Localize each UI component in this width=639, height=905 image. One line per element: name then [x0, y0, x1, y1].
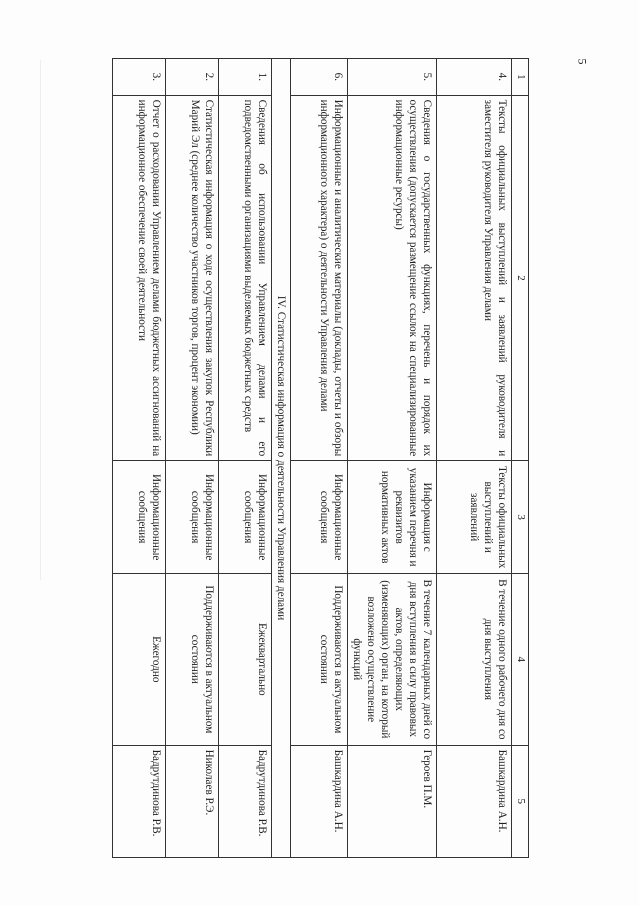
table-row: [113, 59, 166, 858]
row-term: Ежегодно: [113, 574, 166, 746]
row-responsible: Башкардина А.Н.: [291, 745, 348, 857]
header-col-1: 1: [512, 59, 529, 96]
row-number: 1.: [219, 59, 272, 96]
row-type: Информационные сообщения: [219, 461, 272, 574]
row-type: Информационные сообщения: [166, 461, 219, 574]
row-term: Ежеквартально: [219, 574, 272, 746]
table-row: [437, 59, 512, 858]
row-responsible: Николаев Р.Э.: [166, 745, 219, 857]
row-type: Информационные сообщения: [113, 461, 166, 574]
table-row: [219, 59, 272, 858]
table-row: [291, 59, 348, 858]
header-col-3: 3: [512, 461, 529, 574]
section-row: [272, 59, 291, 858]
row-type: Информационные сообщения: [291, 461, 348, 574]
row-number: 6.: [291, 59, 348, 96]
row-responsible: Бадрутдинова Р.В.: [219, 745, 272, 857]
row-number: 2.: [166, 59, 219, 96]
info-table: [112, 58, 529, 858]
row-name: Тексты официальных выступлений и заявлений руководителя и заместителя руководителя Управления делами: [437, 95, 512, 461]
header-row: [512, 59, 529, 858]
row-name: Сведения о государственных функциях, перечень и порядок их осуществления (допускается размещение ссылок на специализированные информационные ресурсы): [348, 95, 437, 461]
row-responsible: Бадрутдинова Р.В.: [113, 745, 166, 857]
row-name: Сведения об использовании Управлением делами и его подведомственными организациями выделяемых бюджетных средств: [219, 95, 272, 461]
section-title: IV. Статистическая информация о деятельности Управления делами: [272, 59, 291, 858]
row-responsible: Башкардина А.Н.: [437, 745, 512, 857]
table-row: [166, 59, 219, 858]
header-col-5: 5: [512, 745, 529, 857]
row-responsible: Героев П.М.: [348, 745, 437, 857]
header-col-4: 4: [512, 574, 529, 746]
row-type: Информация с указанием перечня и реквизитов нормативных актов: [348, 461, 437, 574]
row-name: Отчет о расходовании Управлением делами бюджетных ассигнований на информационное обеспечение своей деятельности: [113, 95, 166, 461]
row-term: Поддерживаются в актуальном состоянии: [166, 574, 219, 746]
row-number: 3.: [113, 59, 166, 96]
page-number: 5: [575, 58, 590, 65]
header-col-2: 2: [512, 95, 529, 461]
row-term: В течение 7 календарных дней со дня вступления в силу правовых актов, определяющих (изменяющих) орган, на который возложено осуществление функций: [348, 574, 437, 746]
row-term: Поддерживаются в актуальном состоянии: [291, 574, 348, 746]
row-number: 4.: [437, 59, 512, 96]
row-number: 5.: [348, 59, 437, 96]
row-type: Тексты официальных выступлений и заявлений: [437, 461, 512, 574]
row-name: Статистическая информация о ходе осуществления закупок Республики Марий Эл (среднее количество участников торгов, процент экономии): [166, 95, 219, 461]
table-row: [348, 59, 437, 858]
row-name: Информационные и аналитические материалы (доклады, отчеты и обзоры информационного характера) о деятельности Управления делами: [291, 95, 348, 461]
row-term: В течение одного рабочего дня со дня выступления: [437, 574, 512, 746]
